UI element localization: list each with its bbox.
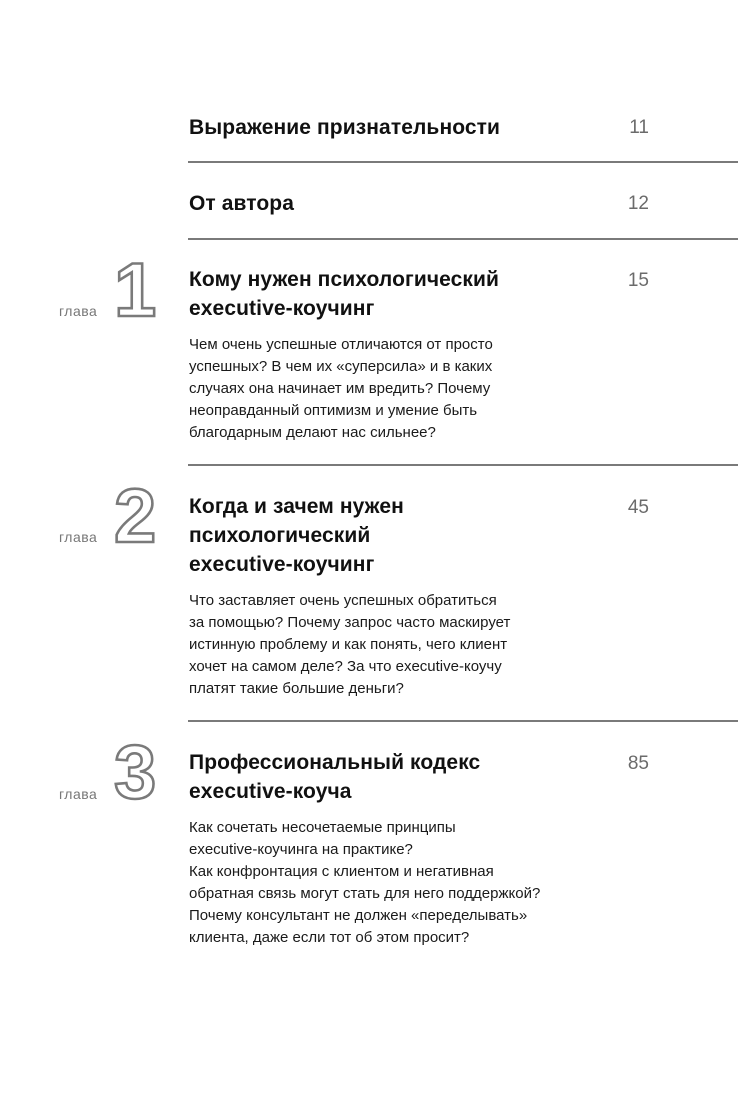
chapter-page: 85: [627, 753, 649, 774]
chapter-number-3: [112, 730, 168, 815]
description-line: успешных? В чем их «суперсила» и в каких: [189, 358, 493, 375]
description-line: Что заставляет очень успешных обратиться: [189, 592, 497, 609]
description-line: истинную проблему и как понять, чего клиент: [189, 636, 508, 653]
svg-text:3: 3: [114, 730, 157, 815]
chapter-description: [189, 590, 609, 700]
divider: [188, 464, 738, 466]
toc-entry-page: 12: [627, 193, 649, 214]
chapter-title-line: Когда и зачем нужен: [189, 495, 404, 518]
chapter-title[interactable]: [189, 265, 609, 323]
svg-text:2: 2: [114, 474, 157, 559]
description-line: Как сочетать несочетаемые принципы: [189, 819, 456, 836]
divider: [188, 238, 738, 240]
chapter-title-line: executive-коучинг: [189, 553, 375, 576]
description-line: платят такие большие деньги?: [189, 680, 404, 697]
description-line: случаях она начинает им вредить? Почему: [189, 380, 491, 397]
divider: [188, 161, 738, 163]
chapter-page: 15: [627, 270, 649, 291]
chapter-page: 45: [627, 497, 649, 518]
description-line: клиента, даже если тот об этом просит?: [189, 929, 470, 946]
chapter-title-line: Кому нужен психологический: [189, 268, 500, 291]
description-line: хочет на самом деле? За что executive-коучу: [189, 658, 502, 675]
description-line: благодарным делают нас сильнее?: [189, 424, 436, 441]
description-line: обратная связь могут стать для него поддержкой?: [189, 885, 541, 902]
description-line: за помощью? Почему запрос часто маскирует: [189, 614, 511, 631]
chapter-number-1: [112, 248, 157, 333]
chapter-title-line: психологический: [189, 524, 371, 547]
chapter-title[interactable]: [189, 492, 609, 579]
svg-text:1: 1: [114, 248, 157, 333]
chapter-label: глава: [59, 529, 98, 545]
chapter-title-line: Профессиональный кодекс: [189, 751, 481, 774]
chapter-title-line: executive-коуча: [189, 780, 352, 803]
toc-entry-title[interactable]: От автора: [189, 192, 295, 215]
description-line: Почему консультант не должен «переделывать»: [189, 907, 528, 924]
toc-entry-page: 11: [629, 117, 649, 138]
description-line: неоправданный оптимизм и умение быть: [189, 402, 478, 419]
chapter-label: глава: [59, 303, 98, 319]
chapter-title-line: executive-коучинг: [189, 297, 375, 320]
chapter-description: [189, 817, 609, 949]
divider: [188, 720, 738, 722]
description-line: executive-коучинга на практике?: [189, 841, 413, 858]
chapter-title[interactable]: [189, 748, 609, 806]
chapter-label: глава: [59, 786, 98, 802]
chapter-number-2: [112, 474, 168, 559]
toc-entry-title[interactable]: Выражение признательности: [189, 116, 501, 139]
description-line: Чем очень успешные отличаются от просто: [189, 336, 493, 353]
description-line: Как конфронтация с клиентом и негативная: [189, 863, 494, 880]
chapter-description: [189, 334, 609, 444]
